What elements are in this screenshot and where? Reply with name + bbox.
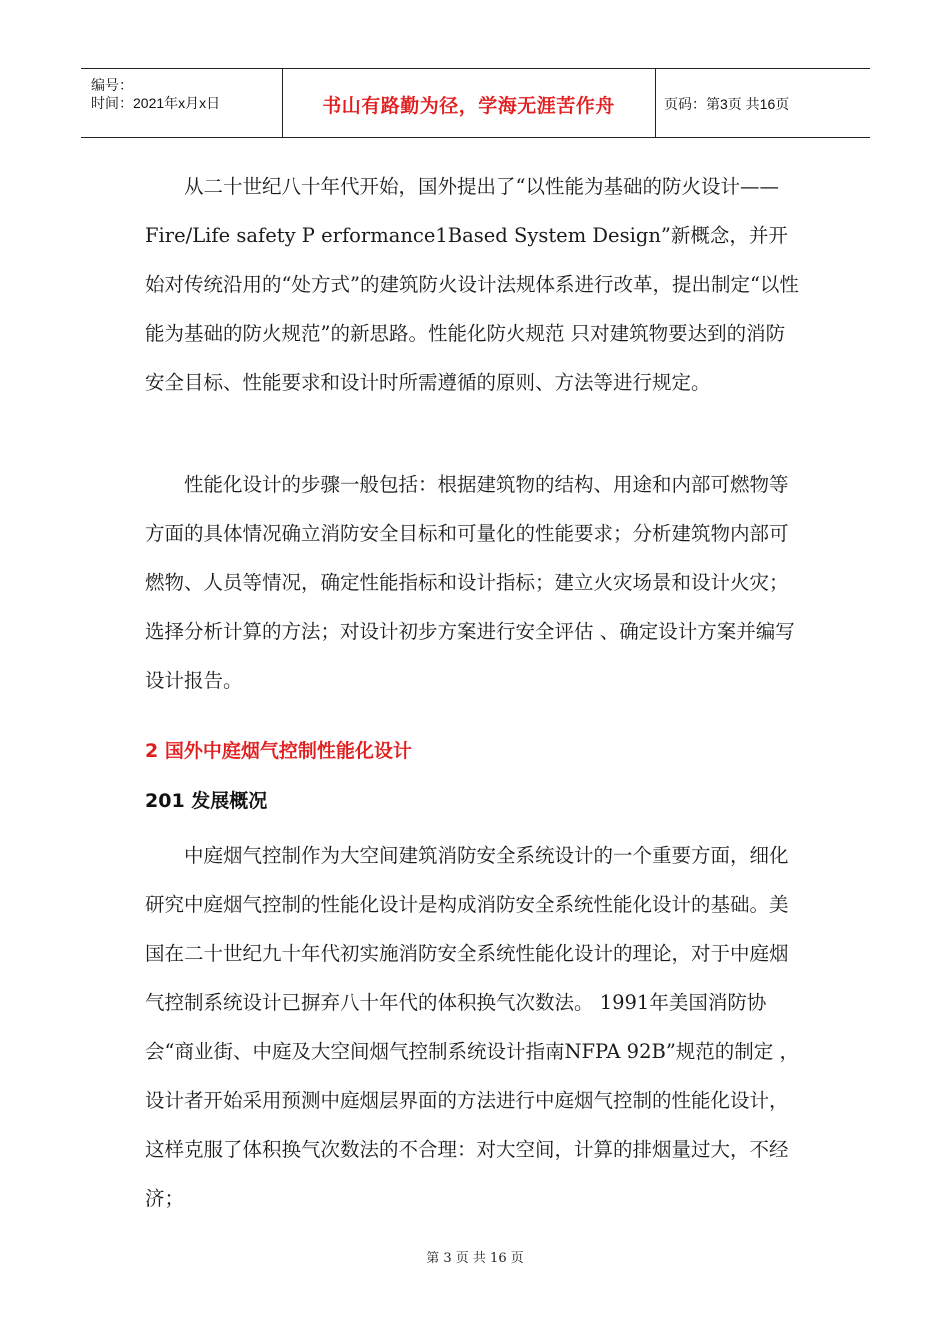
page-footer: 第 3 页 共 16 页 (426, 1251, 524, 1266)
header-motto: 书山有路勤为径，学海无涯苦作舟 (322, 95, 615, 117)
paragraph-design-steps: 性能化设计的步骤一般包括：根据建筑物的结构、用途和内部可燃物等方面的具体情况确立消防安全目标和可量化的性能要求；分析建筑物内部可燃物、人员等情况，确定性能指标和设计指标；建立火灾场景和设计火灾；选择分析计算的方法；对设计初步方案进行安全评估 、确定设计方案并编写设计报告。 (145, 473, 795, 692)
header-motto-cell (282, 69, 656, 137)
section-heading: 2 国外中庭烟气控制性能化设计 (145, 740, 412, 762)
header-page-cell (656, 69, 870, 137)
paragraph-atrium-smoke-control: 中庭烟气控制作为大空间建筑消防安全系统设计的一个重要方面，细化研究中庭烟气控制的性能化设计是构成消防安全系统性能化设计的基础。美国在二十世纪九十年代初实施消防安全系统性能化设计的理论，对于中庭烟气控制系统设计已摒弃八十年代的体积换气次数法。 1991年美国消防协会“商业街、中庭及大空间烟气控制系统设计指南NFPA 92B”规范的制定 ，设计者开始采用预测中庭烟层界面的方法进行中庭烟气控制的性能化设计，这样克服了体积换气次数法的不合理：对大空间，计算的排烟量过大，不经济； (145, 844, 799, 1210)
page-header (81, 68, 870, 138)
paragraph-performance-design-history: 从二十世纪八十年代开始，国外提出了“以性能为基础的防火设计——Fire/Life safety P erformance1Based System Design”新概念，并开始对传统沿用的“处方式”的建筑防火设计法规体系进行改革，提出制定“以性能为基础的防火规范”的新思路。性能化防火规范 只对建筑物要达到的消防安全目标、性能要求和设计时所需遵循的原则、方法等进行规定。 (145, 175, 799, 394)
document-number-label: 编号： (91, 77, 133, 93)
header-page-code: 页码：第3页 共16页 (664, 96, 790, 112)
subsection-heading: 201 发展概况 (145, 790, 268, 812)
header-meta-cell (81, 69, 283, 137)
document-time-label: 时间：2021年x月x日 (91, 95, 221, 111)
